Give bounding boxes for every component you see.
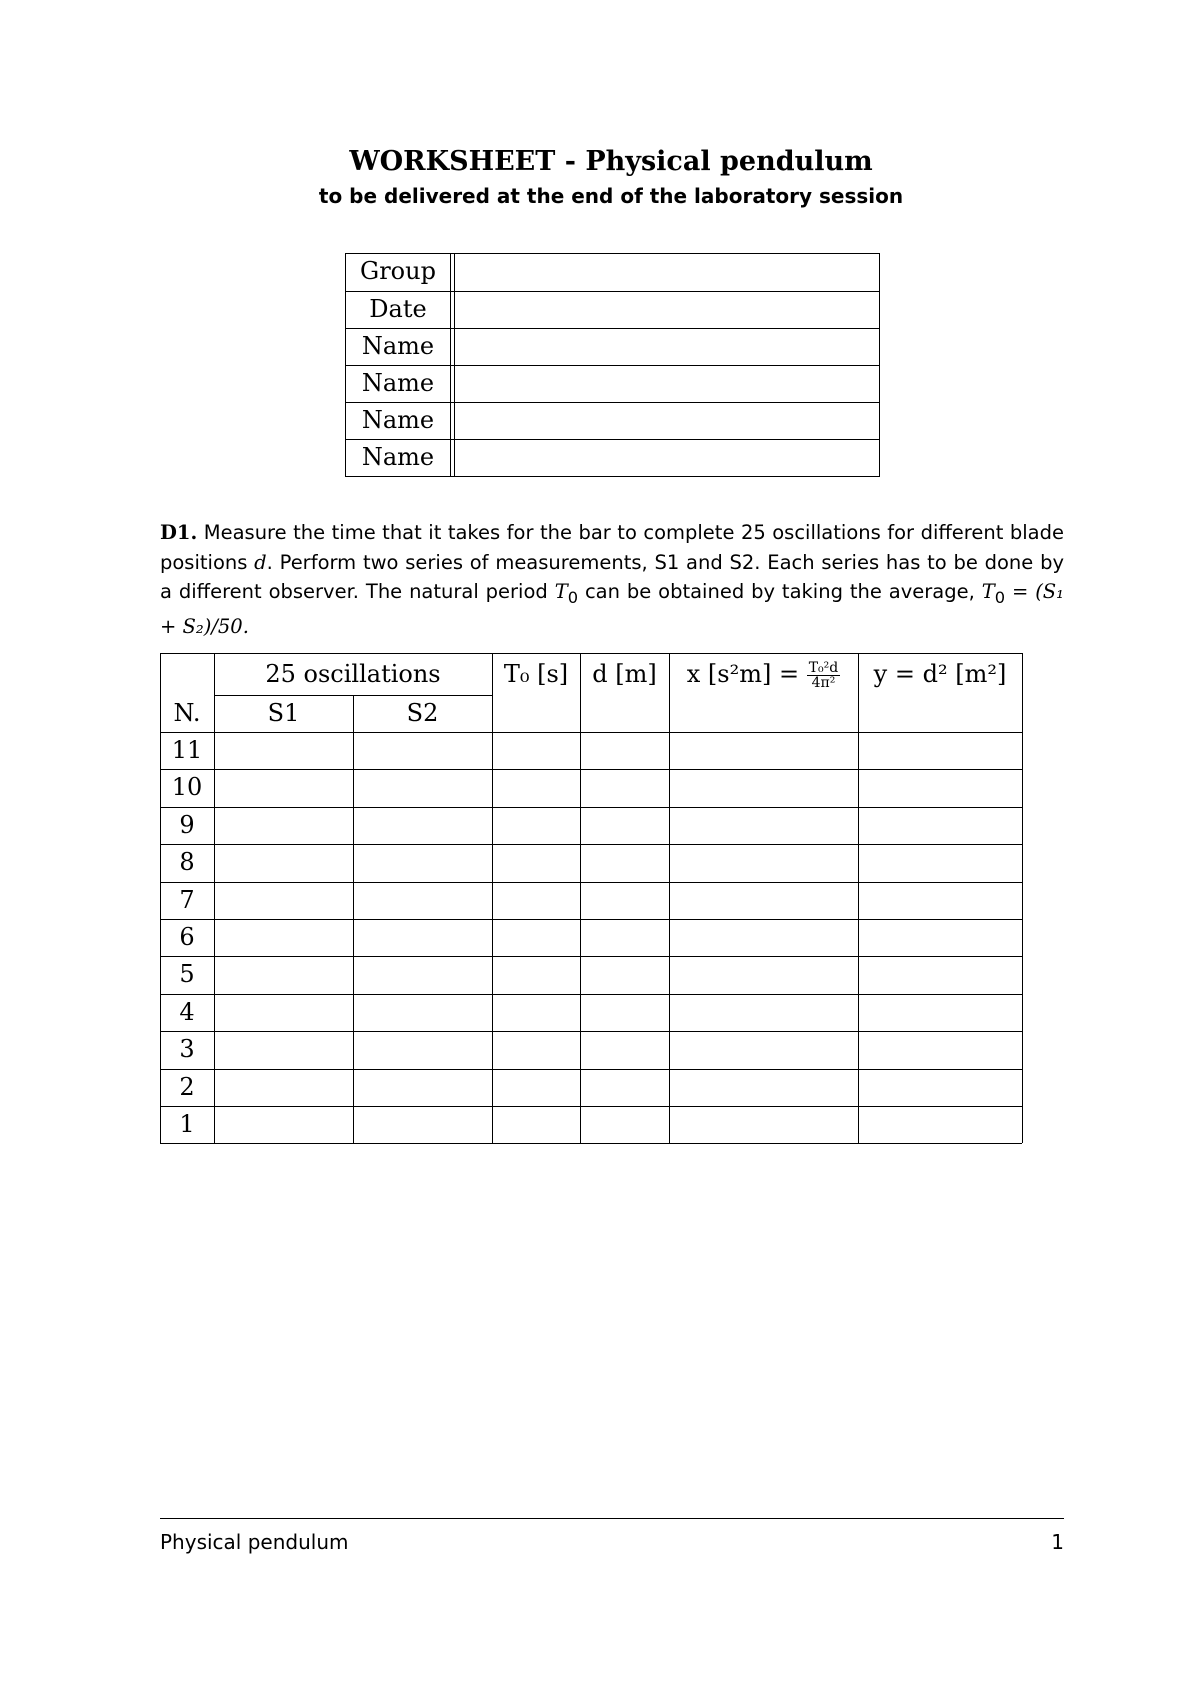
footer-rule bbox=[160, 1518, 1064, 1519]
header-25-oscillations: 25 oscillations bbox=[265, 660, 441, 688]
table-cell-s2[interactable] bbox=[353, 844, 492, 881]
table-cell-s1[interactable] bbox=[214, 1106, 353, 1143]
table-cell-s1[interactable] bbox=[214, 919, 353, 956]
table-cell-s2[interactable] bbox=[353, 807, 492, 844]
table-cell-x[interactable] bbox=[669, 1069, 858, 1106]
table-cell-s1[interactable] bbox=[214, 956, 353, 993]
info-row bbox=[346, 328, 879, 366]
table-cell-x[interactable] bbox=[669, 732, 858, 769]
table-cell-d[interactable] bbox=[580, 807, 669, 844]
table-cell-t0[interactable] bbox=[492, 732, 580, 769]
question-text: can be obtained by taking the average, bbox=[578, 580, 982, 603]
table-cell-d[interactable] bbox=[580, 919, 669, 956]
footer-title: Physical pendulum bbox=[160, 1530, 349, 1554]
table-cell-s2[interactable] bbox=[353, 732, 492, 769]
row-number: 3 bbox=[179, 1035, 195, 1064]
table-cell-x[interactable] bbox=[669, 994, 858, 1031]
table-cell-y[interactable] bbox=[858, 1069, 1022, 1106]
table-cell-s1[interactable] bbox=[214, 732, 353, 769]
table-cell-d[interactable] bbox=[580, 732, 669, 769]
table-cell-s2[interactable] bbox=[353, 956, 492, 993]
header-x bbox=[669, 653, 858, 695]
info-row bbox=[346, 291, 879, 329]
math-d: d bbox=[254, 550, 267, 574]
table-cell-y[interactable] bbox=[858, 769, 1022, 806]
info-row bbox=[346, 402, 879, 440]
table-cell-y[interactable] bbox=[858, 1031, 1022, 1068]
fraction-numerator: T₀²d bbox=[808, 660, 839, 676]
table-cell-s1[interactable] bbox=[214, 1031, 353, 1068]
info-label: Group bbox=[360, 257, 436, 285]
info-row bbox=[346, 254, 879, 291]
page-subtitle: to be delivered at the end of the laboratory session bbox=[318, 184, 904, 208]
header-y: y = d² [m²] bbox=[873, 660, 1007, 688]
question-text: . Perform two series of measurements, S1 and S2. Each series has to be done by a different observer. The natural period bbox=[160, 550, 1064, 603]
math-sub: 0 bbox=[994, 587, 1006, 607]
table-cell-s1[interactable] bbox=[214, 994, 353, 1031]
table-cell-d[interactable] bbox=[580, 956, 669, 993]
table-cell-s2[interactable] bbox=[353, 919, 492, 956]
table-cell-t0[interactable] bbox=[492, 919, 580, 956]
row-number: 4 bbox=[179, 997, 195, 1026]
table-cell-s1[interactable] bbox=[214, 844, 353, 881]
table-cell-x[interactable] bbox=[669, 882, 858, 919]
table-cell-d[interactable] bbox=[580, 1106, 669, 1143]
info-label: Name bbox=[361, 443, 435, 471]
table-cell-t0[interactable] bbox=[492, 807, 580, 844]
row-number: 11 bbox=[171, 736, 203, 764]
table-cell-s1[interactable] bbox=[214, 882, 353, 919]
table-cell-t0[interactable] bbox=[492, 1106, 580, 1143]
math-T: T bbox=[554, 580, 568, 603]
table-cell-d[interactable] bbox=[580, 1031, 669, 1068]
header-x-lhs: x [s²m] = bbox=[686, 660, 800, 688]
question-d1 bbox=[160, 518, 1064, 642]
page-title: WORKSHEET - Physical pendulum bbox=[349, 146, 873, 177]
row-number: 10 bbox=[171, 773, 203, 802]
table-cell-s2[interactable] bbox=[353, 1069, 492, 1106]
info-value-field[interactable] bbox=[458, 403, 875, 440]
info-value-field[interactable] bbox=[458, 292, 875, 329]
question-text: Measure the time that it takes for the bar to complete 25 oscillations for different blade positions bbox=[160, 521, 1064, 574]
table-rule bbox=[1022, 653, 1023, 1143]
header-d: d [m] bbox=[592, 660, 657, 688]
info-label: Name bbox=[361, 369, 435, 397]
table-cell-y[interactable] bbox=[858, 1106, 1022, 1143]
table-cell-s2[interactable] bbox=[353, 769, 492, 806]
table-cell-y[interactable] bbox=[858, 994, 1022, 1031]
table-cell-y[interactable] bbox=[858, 844, 1022, 881]
header-n: N. bbox=[173, 699, 201, 727]
info-value-field[interactable] bbox=[458, 440, 875, 477]
table-cell-s1[interactable] bbox=[214, 807, 353, 844]
table-cell-y[interactable] bbox=[858, 732, 1022, 769]
table-rule bbox=[160, 1143, 1022, 1144]
table-cell-y[interactable] bbox=[858, 956, 1022, 993]
header-s2: S2 bbox=[406, 699, 439, 727]
row-number: 9 bbox=[179, 810, 195, 839]
info-label: Date bbox=[369, 295, 427, 323]
table-cell-y[interactable] bbox=[858, 919, 1022, 956]
info-row bbox=[346, 365, 879, 403]
table-cell-t0[interactable] bbox=[492, 956, 580, 993]
table-cell-d[interactable] bbox=[580, 1069, 669, 1106]
table-cell-s2[interactable] bbox=[353, 882, 492, 919]
table-cell-d[interactable] bbox=[580, 844, 669, 881]
table-cell-t0[interactable] bbox=[492, 1069, 580, 1106]
header-s1: S1 bbox=[267, 699, 300, 727]
table-cell-t0[interactable] bbox=[492, 994, 580, 1031]
table-cell-d[interactable] bbox=[580, 882, 669, 919]
table-cell-s1[interactable] bbox=[214, 1069, 353, 1106]
row-number: 2 bbox=[179, 1072, 195, 1101]
table-cell-x[interactable] bbox=[669, 956, 858, 993]
group-info-table bbox=[345, 253, 880, 477]
table-cell-x[interactable] bbox=[669, 1031, 858, 1068]
info-label: Name bbox=[361, 406, 435, 434]
row-number: 5 bbox=[179, 960, 195, 989]
header-t0: T₀ [s] bbox=[503, 660, 569, 688]
row-number: 8 bbox=[179, 848, 195, 877]
info-value-field[interactable] bbox=[458, 254, 875, 291]
table-cell-t0[interactable] bbox=[492, 882, 580, 919]
table-cell-y[interactable] bbox=[858, 807, 1022, 844]
row-number: 6 bbox=[179, 923, 195, 951]
math-sub: 0 bbox=[567, 587, 579, 607]
table-cell-t0[interactable] bbox=[492, 844, 580, 881]
info-value-field[interactable] bbox=[458, 366, 875, 403]
table-cell-t0[interactable] bbox=[492, 1031, 580, 1068]
row-number: 1 bbox=[179, 1110, 195, 1138]
table-cell-x[interactable] bbox=[669, 844, 858, 881]
info-row bbox=[346, 439, 879, 477]
table-cell-t0[interactable] bbox=[492, 769, 580, 806]
fraction-denominator: 4π² bbox=[811, 675, 836, 691]
math-formula: = (S₁ + S₂)/50. bbox=[160, 580, 1064, 639]
math-T: T bbox=[981, 580, 995, 603]
table-cell-x[interactable] bbox=[669, 769, 858, 806]
table-cell-d[interactable] bbox=[580, 769, 669, 806]
table-cell-s2[interactable] bbox=[353, 1031, 492, 1068]
table-cell-x[interactable] bbox=[669, 919, 858, 956]
table-cell-s2[interactable] bbox=[353, 1106, 492, 1143]
table-cell-s2[interactable] bbox=[353, 994, 492, 1031]
table-cell-y[interactable] bbox=[858, 882, 1022, 919]
page-number: 1 bbox=[1051, 1530, 1064, 1554]
row-number: 7 bbox=[179, 885, 195, 914]
info-value-field[interactable] bbox=[458, 329, 875, 366]
table-cell-d[interactable] bbox=[580, 994, 669, 1031]
table-cell-x[interactable] bbox=[669, 807, 858, 844]
table-cell-x[interactable] bbox=[669, 1106, 858, 1143]
table-cell-s1[interactable] bbox=[214, 769, 353, 806]
info-label: Name bbox=[361, 332, 435, 360]
question-tag: D1. bbox=[160, 521, 198, 544]
header-x-fraction bbox=[807, 661, 841, 690]
